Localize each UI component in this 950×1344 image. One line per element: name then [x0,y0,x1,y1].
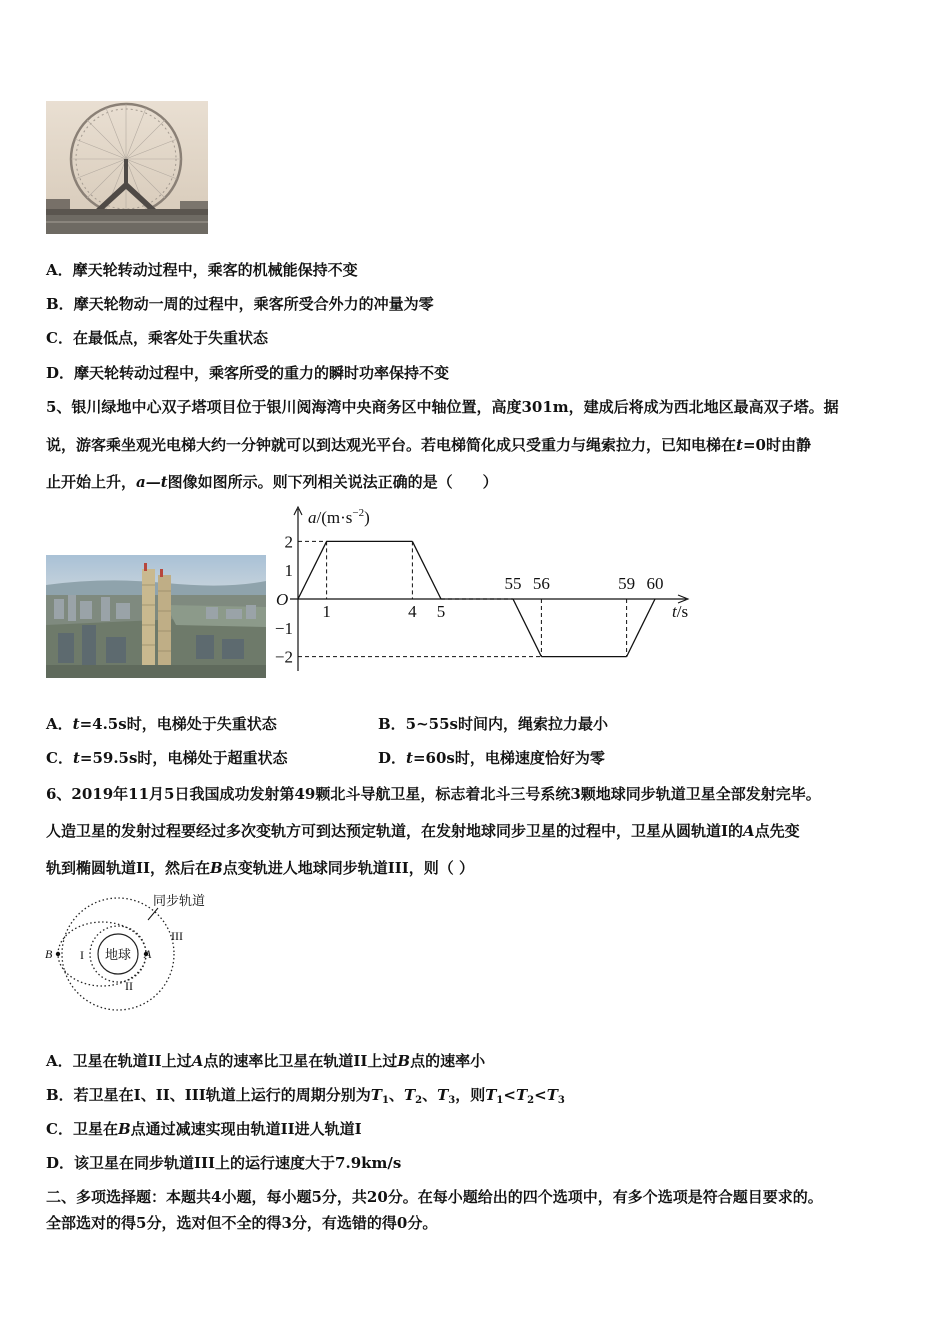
x-axis-label: t/s [672,602,689,621]
x-tick-label: 4 [408,602,417,621]
orbit-2-label: II [125,979,133,993]
y-tick-label: 2 [284,532,293,552]
q6-stem-line2: 人造卫星的发射过程要经过多次变轨方可到达预定轨道，在发射地球同步卫星的过程中，卫星从圆轨道I的A点先变 [46,822,800,840]
series-segment [513,599,541,657]
a-t-chart [268,503,698,675]
q4-option-c: C．在最低点，乘客处于失重状态 [46,329,268,347]
q4-option-d: D．摩天轮转动过程中，乘客所受的重力的瞬时功率保持不变 [46,364,450,382]
q6-option-a: A．卫星在轨道II上过A点的速率比卫星在轨道II上过B点的速率小 [46,1052,486,1070]
orbit-diagram [40,888,220,1013]
earth-label: 地球 [104,947,132,962]
point-a-label: A [144,947,152,961]
twin-towers-photo [46,555,266,678]
section2-line2: 全部选对的得5分，选对但不全的得3分，有选错的得0分。 [46,1214,438,1232]
q5-option-d: D．t=60s时，电梯速度恰好为零 [378,749,605,767]
y-tick-label: −1 [274,618,293,638]
section2-line1: 二、多项选择题：本题共4小题，每小题5分，共20分。在每小题给出的四个选项中，有多个选项是符合题目要求的。 [46,1188,823,1206]
q6-option-d: D．该卫星在同步轨道III上的运行速度大于7.9km/s [46,1154,402,1172]
x-tick-label: 1 [322,602,331,621]
q5-option-a: A．t=4.5s时，电梯处于失重状态 [46,715,277,733]
x-tick-label: 5 [436,602,446,621]
q6-option-c: C．卫星在B点通过减速实现由轨道II进人轨道I [46,1120,362,1138]
q4-option-b: B．摩天轮物动一周的过程中，乘客所受合外力的冲量为零 [46,295,434,313]
x-tick-label: 59 [618,574,636,593]
q5-stem-line1: 5、银川绿地中心双子塔项目位于银川阅海湾中央商务区中轴位置，高度301m，建成后将成为西北地区最高双子塔。据 [46,398,839,416]
x-tick-label: 55 [504,574,522,593]
x-tick-label: 56 [532,574,550,593]
q5-option-c: C．t=59.5s时，电梯处于超重状态 [46,749,288,767]
q6-stem-line1: 6、2019年11月5日我国成功发射第49颗北斗导航卫星，标志着北斗三号系统3颗地球同步轨道卫星全部发射完毕。 [46,785,821,803]
origin-label: O [276,590,289,609]
point-b-dot [56,952,60,956]
point-b-label: B [45,947,53,961]
q5-option-b: B．5~55s时间内，绳索拉力最小 [378,715,609,733]
q5-stem-line3: 止开始上升，a—t图像如图所示。则下列相关说法正确的是（ ） [46,473,498,491]
q6-option-b: B．若卫星在I、II、III轨道上运行的周期分别为$T_1$、$T_2$、$T_3$，则$T_1<T_2<T_3$ [46,1086,565,1106]
y-tick-label: −2 [274,647,293,667]
y-axis-label: $a/(m\cdot s^{-2})$ [308,507,370,527]
sync-orbit-label: 同步轨道 [153,893,206,908]
q6-stem-line3: 轨到椭圆轨道II，然后在B点变轨进人地球同步轨道III，则（ ） [46,859,475,877]
orbit-3-label: III [171,929,183,943]
x-tick-label: 60 [646,574,664,593]
q5-stem-line2: 说，游客乘坐观光电梯大约一分钟就可以到达观光平台。若电梯简化成只受重力与绳索拉力，已知电梯在t=0时由静 [46,436,811,454]
q4-option-a: A．摩天轮转动过程中，乘客的机械能保持不变 [46,261,358,279]
city-image [46,555,266,678]
y-tick-label: 1 [284,561,293,581]
orbit-1-label: I [80,948,84,962]
ferris-wheel-photo [46,101,208,234]
series-segment [298,541,327,599]
series-segment [412,541,441,599]
ferris-wheel-image [46,101,208,234]
series-segment [627,599,655,657]
